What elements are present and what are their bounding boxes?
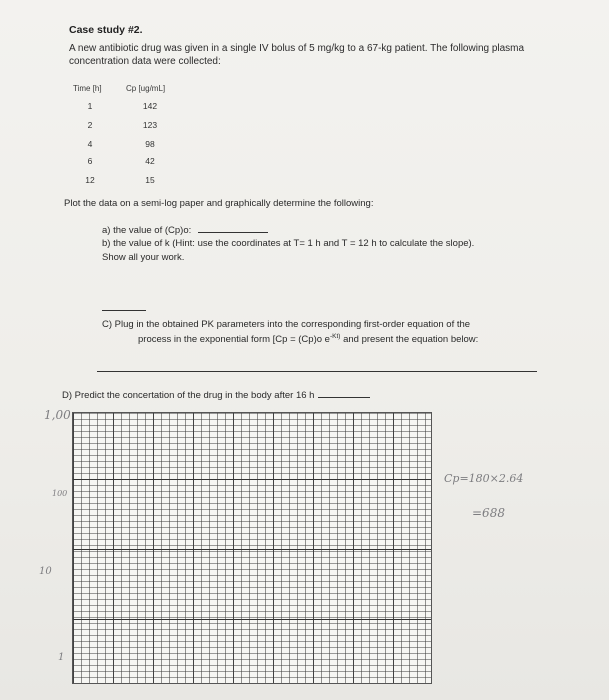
handwritten-result: =688 (472, 506, 505, 520)
table-cell-cp: 42 (145, 156, 155, 166)
semi-log-graph-paper (72, 412, 432, 684)
table-header-cp: Cp [ug/mL] (126, 84, 166, 93)
decade-line (73, 479, 431, 480)
question-c-text: process in the exponential form [Cp = (Cp)o e (138, 334, 330, 346)
question-a-text: a) the value of (Cp)o: (102, 225, 192, 236)
answer-blank-a (198, 223, 268, 233)
question-d-text: D) Predict the concertation of the drug in the body after 16 h (62, 390, 315, 401)
table-cell-time: 12 (85, 175, 95, 185)
case-title: Case study #2. (69, 24, 143, 36)
decade-line (73, 549, 431, 550)
answer-blank-b (102, 310, 146, 311)
answer-line-c (97, 371, 537, 372)
table-cell-cp: 15 (145, 175, 155, 185)
handwritten-axis-label: 1,00 (44, 408, 71, 422)
handwritten-axis-label: 1 (58, 652, 65, 663)
exponent-text: -Kt) (329, 333, 341, 340)
instruction-text: Plot the data on a semi-log paper and graphically determine the following: (64, 198, 374, 209)
table-cell-cp: 98 (145, 139, 155, 149)
case-intro: A new antibiotic drug was given in a single IV bolus of 5 mg/kg to a 67-kg patient. The following plasma concentration data were collected: (69, 43, 525, 67)
handwritten-calculation: Cp=180×2.64 (444, 472, 524, 485)
question-d (62, 388, 370, 401)
question-a (102, 223, 268, 236)
table-cell-time: 6 (87, 156, 93, 166)
question-c-text-end: and present the equation below: (340, 334, 479, 346)
decade-line (73, 619, 431, 620)
question-c-line1: C) Plug in the obtained PK parameters into the corresponding first-order equation of the (102, 319, 471, 330)
table-cell-cp: 142 (142, 101, 158, 111)
table-cell-time: 4 (87, 139, 93, 149)
question-b-line2: Show all your work. (102, 252, 185, 263)
question-c-line2 (138, 333, 478, 345)
answer-blank-d (318, 388, 370, 398)
question-b-line1: b) the value of k (Hint: use the coordinates at T= 1 h and T = 12 h to calculate the slope). (102, 238, 475, 249)
handwritten-axis-label: 10 (39, 566, 52, 577)
table-cell-time: 1 (87, 101, 93, 111)
table-header-time: Time [h] (73, 84, 102, 93)
handwritten-axis-label: 100 (52, 489, 68, 498)
table-cell-cp: 123 (142, 120, 158, 130)
table-cell-time: 2 (87, 120, 93, 130)
